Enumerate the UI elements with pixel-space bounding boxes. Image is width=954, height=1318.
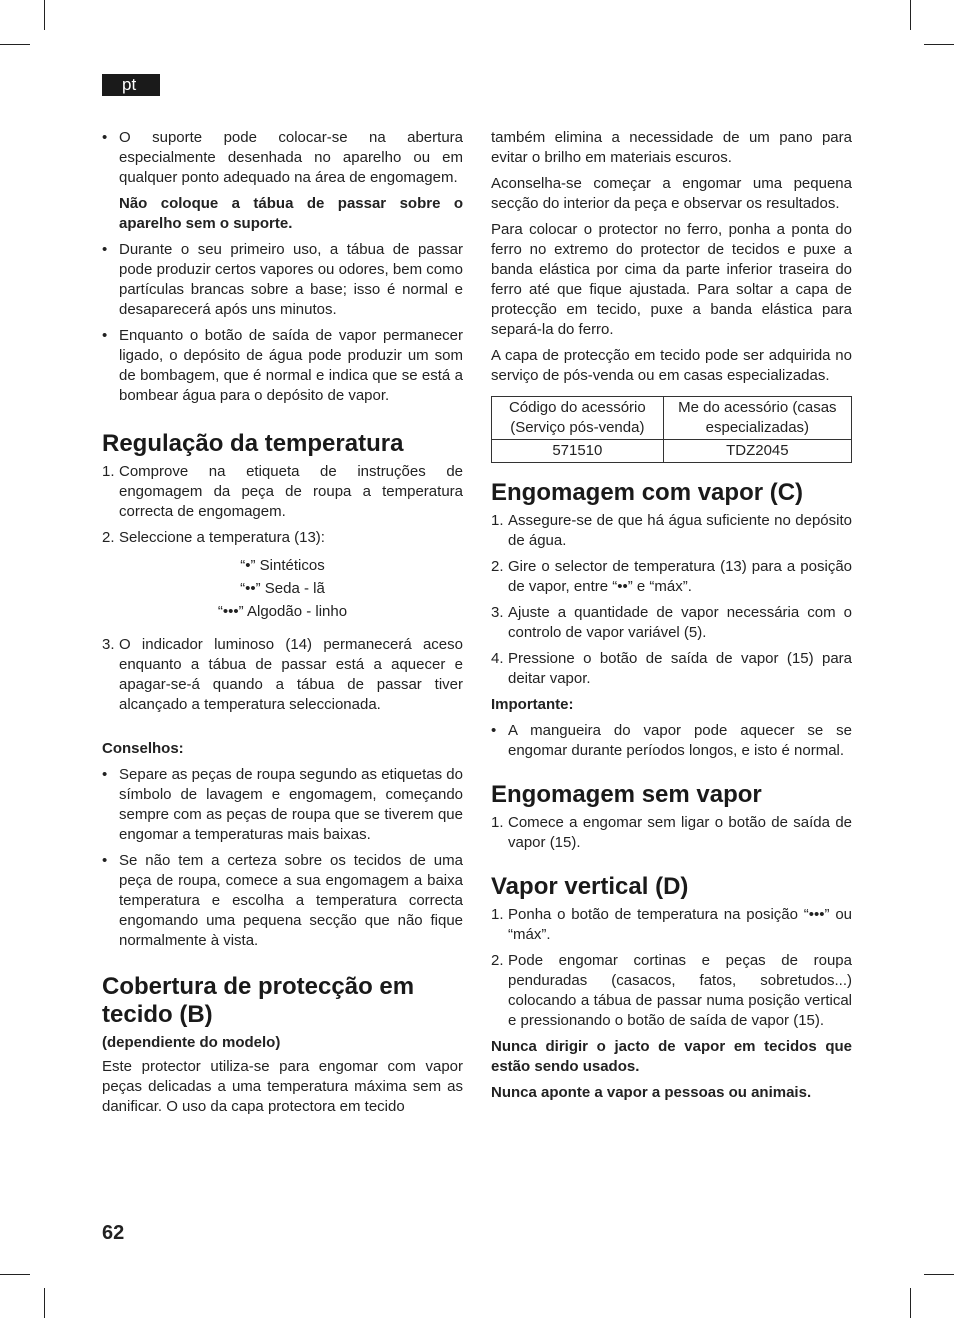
left-column bbox=[102, 128, 463, 1123]
section-title: Vapor vertical (D) bbox=[491, 873, 689, 900]
bullet-list bbox=[102, 765, 463, 951]
list-item: 4. Pressione o botão de saída de vapor (15) para deitar vapor. bbox=[491, 650, 852, 687]
paragraph: também elimina a necessidade de um pano para evitar o brilho em materiais escuros. bbox=[491, 129, 852, 166]
numbered-list bbox=[102, 462, 463, 548]
list-item: 3. Ajuste a quantidade de vapor necessária com o controlo de vapor variável (5). bbox=[491, 604, 852, 641]
right-column bbox=[491, 128, 852, 1109]
tips-title: Conselhos: bbox=[102, 740, 184, 757]
important-label: Importante: bbox=[491, 696, 574, 713]
paragraph: Aconselha-se começar a engomar uma pequena secção do interior da peça e observar os resultados. bbox=[491, 175, 852, 212]
crop-mark bbox=[924, 1274, 954, 1275]
table-row bbox=[492, 440, 852, 463]
crop-mark bbox=[44, 1288, 45, 1318]
section-subtitle: (dependiente do modelo) bbox=[102, 1034, 281, 1051]
bullet-list bbox=[102, 240, 463, 406]
crop-mark bbox=[0, 44, 30, 45]
table-header-cell: Me do acessório (casas especializadas) bbox=[663, 397, 851, 440]
temperature-settings bbox=[102, 554, 463, 623]
list-item: 1. Assegure-se de que há água suficiente no depósito de água. bbox=[491, 512, 852, 549]
list-item: 2. Seleccione a temperatura (13): bbox=[102, 529, 325, 546]
list-item: 3. O indicador luminoso (14) permanecerá aceso enquanto a tábua de passar está a aquecer e apagar-se-á quando a tábua de passar tiver alcançado a temperatura seleccionada. bbox=[102, 636, 463, 713]
bullet-list bbox=[102, 128, 463, 188]
list-item: • Se não tem a certeza sobre os tecidos de uma peça de roupa, comece a sua engomagem a baixa temperatura e escolha a temperatura correcta engomando uma pequena secção que não fique normalmente à vista. bbox=[102, 851, 463, 951]
list-item: 1. Comprove na etiqueta de instruções de engomagem da peça de roupa a temperatura correcta de engomagem. bbox=[102, 463, 463, 520]
list-item: 1. Ponha o botão de temperatura na posição “•••” ou “máx”. bbox=[491, 906, 852, 943]
list-item: • Durante o seu primeiro uso, a tábua de passar pode produzir certos vapores ou odores, bem como partículas brancas sobre a base; isso é normal e desaparecerá após uns minutos. bbox=[102, 240, 463, 320]
table-cell: 571510 bbox=[492, 440, 664, 463]
paragraph: Este protector utiliza-se para engomar com vapor peças delicadas a uma temperatura máxima sem as danificar. O uso da capa protectora em tecido bbox=[102, 1058, 463, 1115]
crop-mark bbox=[910, 0, 911, 30]
list-item: • A mangueira do vapor pode aquecer se se engomar durante períodos longos, e isto é normal. bbox=[491, 721, 852, 761]
paragraph: Para colocar o protector no ferro, ponha a ponta do ferro no extremo do protector de tecidos e puxe a banda elástica por cima da parte inferior traseira do ferro até que fique ajustada. Para soltar a capa de protecção em tecido, puxe a banda elástica para separá-la do ferro. bbox=[491, 221, 852, 338]
list-item: • Separe as peças de roupa segundo as etiquetas do símbolo de lavagem e engomagem, começando sempre com as peças de roupa que se tiverem que engomar a temperaturas mais baixas. bbox=[102, 765, 463, 845]
section-title: Regulação da temperatura bbox=[102, 430, 404, 457]
list-item: 1. Comece a engomar sem ligar o botão de saída de vapor (15). bbox=[491, 814, 852, 851]
temp-option: “••” Seda - lã bbox=[240, 580, 325, 597]
crop-mark bbox=[44, 0, 45, 30]
table-cell: TDZ2045 bbox=[663, 440, 851, 463]
paragraph: A capa de protecção em tecido pode ser adquirida no serviço de pós-venda ou em casas especializadas. bbox=[491, 347, 852, 384]
temp-option: “•••” Algodão - linho bbox=[217, 603, 348, 620]
list-item: • Enquanto o botão de saída de vapor permanecer ligado, o depósito de água pode produzir um som de bombagem, que é normal e indica que se está a bombear água para o depósito de vapor. bbox=[102, 326, 463, 406]
bullet-list bbox=[491, 721, 852, 761]
numbered-list bbox=[491, 511, 852, 689]
table-row bbox=[492, 397, 852, 440]
numbered-list bbox=[491, 905, 852, 1031]
section-title: Engomagem sem vapor bbox=[491, 781, 762, 808]
temp-option: “•” Sintéticos bbox=[240, 557, 325, 574]
table-header-cell: Código do acessório (Serviço pós-venda) bbox=[492, 397, 664, 440]
language-tag: pt bbox=[102, 74, 160, 96]
page-number: 62 bbox=[102, 1222, 125, 1244]
warning-note: Nunca dirigir o jacto de vapor em tecidos que estão sendo usados. bbox=[491, 1038, 852, 1075]
crop-mark bbox=[924, 44, 954, 45]
list-item: • O suporte pode colocar-se na abertura especialmente desenhada no aparelho ou em qualquer ponto adequado na área de engomagem. bbox=[102, 128, 463, 188]
section-title: Engomagem com vapor (C) bbox=[491, 479, 804, 506]
list-item: 2. Pode engomar cortinas e peças de roupa penduradas (casacos, fatos, sobretudos...) colocando a tábua de passar numa posição vertical e pressionando o botão de saída de vapor (15). bbox=[491, 952, 852, 1029]
crop-mark bbox=[0, 1274, 30, 1275]
warning-note: Nunca aponte a vapor a pessoas ou animais. bbox=[491, 1084, 812, 1101]
numbered-list bbox=[491, 813, 852, 853]
warning-note: Não coloque a tábua de passar sobre o aparelho sem o suporte. bbox=[119, 195, 463, 232]
section-title: Cobertura de protecção em tecido (B) bbox=[102, 973, 415, 1028]
list-item: 2. Gire o selector de temperatura (13) para a posição de vapor, entre “••” e “máx”. bbox=[491, 558, 852, 595]
crop-mark bbox=[910, 1288, 911, 1318]
accessory-table bbox=[491, 396, 852, 463]
numbered-list bbox=[102, 635, 463, 715]
